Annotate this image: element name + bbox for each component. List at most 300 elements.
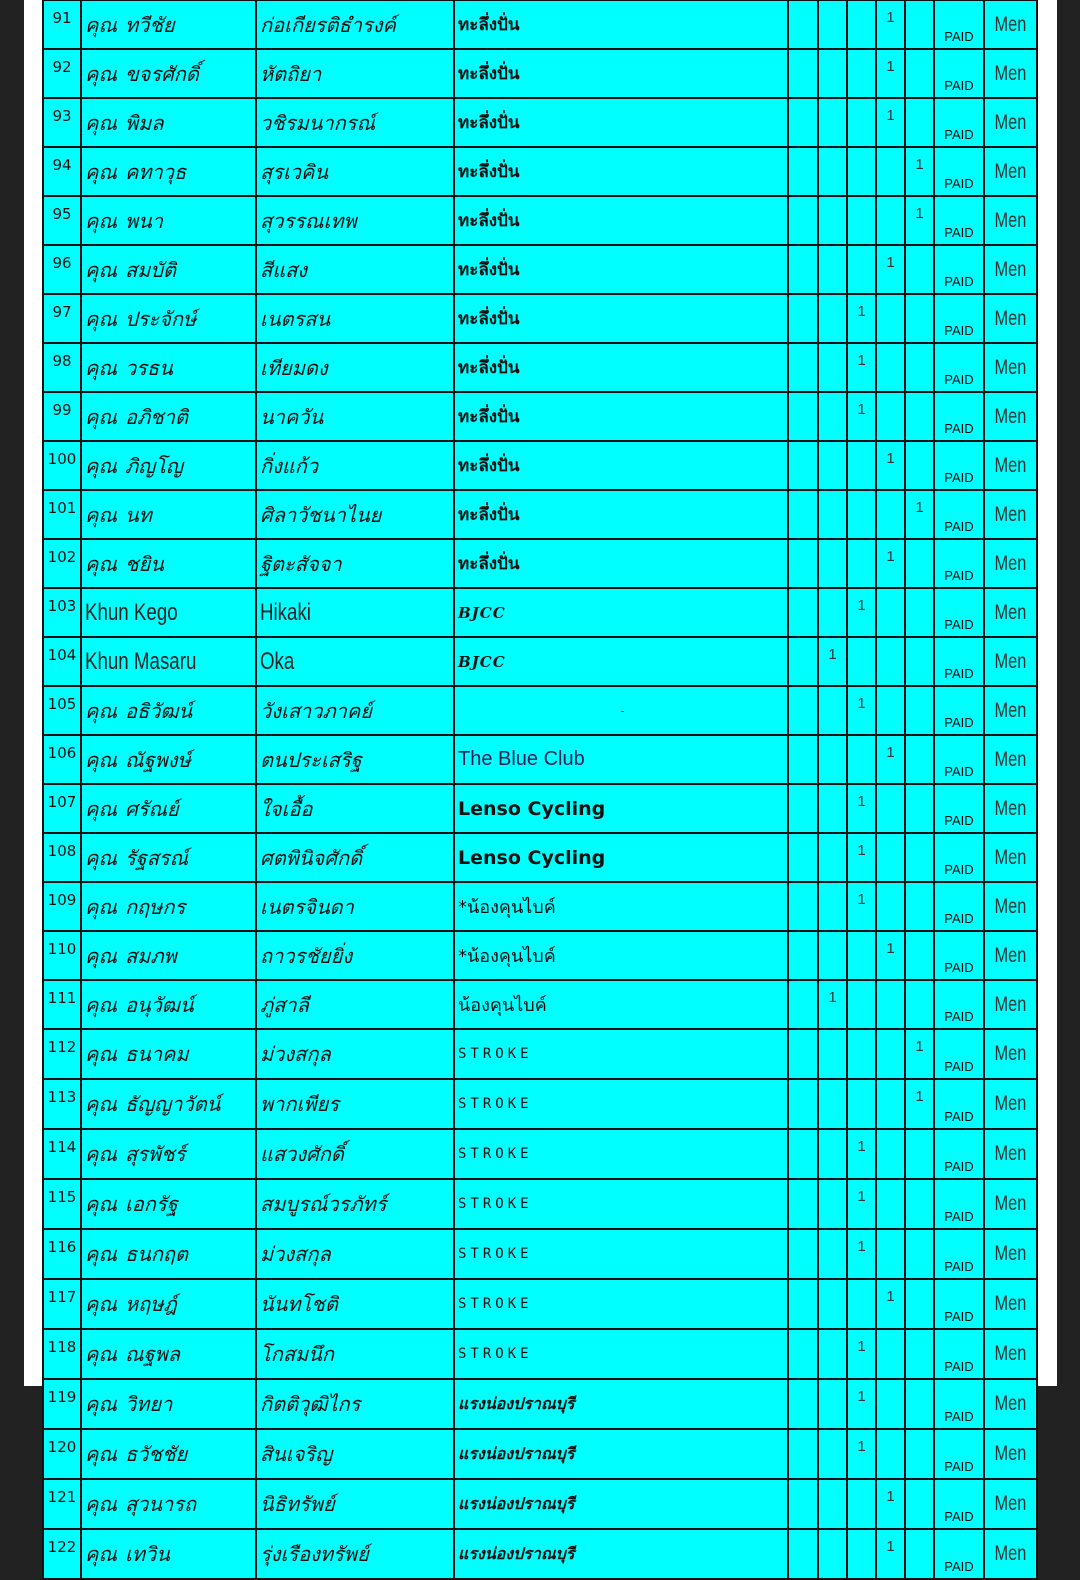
category-cell bbox=[984, 1229, 1037, 1279]
category-cell bbox=[984, 1329, 1037, 1379]
category: Men bbox=[994, 1242, 1027, 1265]
row-number: 122 bbox=[43, 1529, 81, 1579]
team-name: ทะลึ่งปั่น bbox=[454, 490, 788, 539]
last-name: เนตรจินดา bbox=[256, 882, 454, 931]
count-cell bbox=[905, 245, 934, 294]
count-cell bbox=[788, 49, 818, 98]
count-cell bbox=[847, 49, 876, 98]
category: Men bbox=[994, 551, 1027, 575]
table-row bbox=[43, 980, 1037, 1029]
table-row bbox=[43, 1029, 1037, 1079]
count-cell: 1 bbox=[876, 49, 905, 98]
category-cell bbox=[984, 1129, 1037, 1179]
name-prefix: คุณ bbox=[85, 894, 117, 919]
count-cell: 1 bbox=[847, 588, 876, 637]
first-name: พนา bbox=[124, 208, 164, 233]
last-name: ศิลาวัชนาไนย bbox=[256, 490, 454, 539]
row-number: 100 bbox=[43, 441, 81, 490]
count-cell bbox=[876, 147, 905, 196]
count-cell bbox=[818, 1229, 847, 1279]
team-name: ทะลึ่งปั่น bbox=[454, 245, 788, 294]
category: Men bbox=[994, 159, 1027, 183]
team-name: STROKE bbox=[454, 1279, 788, 1329]
name-prefix: คุณ bbox=[85, 306, 117, 331]
count-cell bbox=[788, 245, 818, 294]
first-name-cell bbox=[81, 1079, 256, 1129]
first-name-cell bbox=[81, 637, 256, 686]
count-cell bbox=[905, 98, 934, 147]
count-cell bbox=[818, 490, 847, 539]
count-cell bbox=[788, 1279, 818, 1329]
first-name: วรธน bbox=[124, 355, 173, 380]
count-cell bbox=[788, 588, 818, 637]
name-prefix: คุณ bbox=[85, 208, 117, 233]
count-cell: 1 bbox=[905, 1079, 934, 1129]
last-name: รุ่งเรืองทรัพย์ bbox=[256, 1529, 454, 1579]
count-cell bbox=[905, 294, 934, 343]
count-cell bbox=[876, 1379, 905, 1429]
category: Men bbox=[994, 894, 1027, 918]
count-cell bbox=[818, 784, 847, 833]
count-cell bbox=[876, 1329, 905, 1379]
last-name: หัตถิยา bbox=[256, 49, 454, 98]
category-cell bbox=[984, 1379, 1037, 1429]
payment-status: PAID bbox=[934, 196, 984, 245]
row-number: 116 bbox=[43, 1229, 81, 1279]
count-cell bbox=[788, 147, 818, 196]
first-name-cell bbox=[81, 441, 256, 490]
count-cell bbox=[818, 1529, 847, 1579]
team-name: ทะลึ่งปั่น bbox=[454, 98, 788, 147]
count-cell bbox=[788, 490, 818, 539]
row-number: 96 bbox=[43, 245, 81, 294]
category: Men bbox=[994, 1092, 1027, 1115]
table-row bbox=[43, 490, 1037, 539]
count-cell: 1 bbox=[876, 98, 905, 147]
category-cell bbox=[984, 98, 1037, 147]
name-prefix: คุณ bbox=[85, 257, 117, 282]
last-name: สุวรรณเทพ bbox=[256, 196, 454, 245]
name-prefix: คุณ bbox=[85, 1442, 117, 1466]
count-cell bbox=[818, 1429, 847, 1479]
category-cell bbox=[984, 1279, 1037, 1329]
category: Men bbox=[994, 208, 1027, 232]
team-name: ทะลึ่งปั่น bbox=[454, 0, 788, 49]
first-name-cell bbox=[81, 735, 256, 784]
count-cell bbox=[876, 637, 905, 686]
payment-status: PAID bbox=[934, 0, 984, 49]
team-name: น้องคุนไบค์ bbox=[454, 980, 788, 1029]
first-name-cell bbox=[81, 490, 256, 539]
payment-status: PAID bbox=[934, 833, 984, 882]
count-cell bbox=[788, 1029, 818, 1079]
first-name: พิมล bbox=[124, 110, 164, 135]
count-cell bbox=[905, 1329, 934, 1379]
category-cell bbox=[984, 1029, 1037, 1079]
payment-status: PAID bbox=[934, 1529, 984, 1579]
first-name: ณฐพล bbox=[124, 1342, 180, 1366]
name-prefix: คุณ bbox=[85, 1042, 117, 1066]
last-name: ม่วงสกุล bbox=[256, 1229, 454, 1279]
row-number: 95 bbox=[43, 196, 81, 245]
team-name: ทะลึ่งปั่น bbox=[454, 196, 788, 245]
count-cell bbox=[818, 196, 847, 245]
count-cell bbox=[847, 637, 876, 686]
team-name: Lenso Cycling bbox=[454, 784, 788, 833]
last-name: สุรเวคิน bbox=[256, 147, 454, 196]
category: Men bbox=[994, 355, 1027, 379]
count-cell: 1 bbox=[876, 441, 905, 490]
last-name: เทียมดง bbox=[256, 343, 454, 392]
first-name: เทวิน bbox=[124, 1542, 170, 1566]
first-name-cell bbox=[81, 1229, 256, 1279]
count-cell bbox=[905, 784, 934, 833]
category-cell bbox=[984, 147, 1037, 196]
count-cell bbox=[788, 1179, 818, 1229]
category-cell bbox=[984, 0, 1037, 49]
table-row bbox=[43, 0, 1037, 49]
count-cell: 1 bbox=[847, 343, 876, 392]
count-cell bbox=[788, 196, 818, 245]
category: Men bbox=[994, 110, 1027, 134]
first-name: ธัญญาวัตน์ bbox=[124, 1092, 221, 1116]
row-number: 91 bbox=[43, 0, 81, 49]
count-cell bbox=[788, 735, 818, 784]
category: Men bbox=[994, 845, 1027, 869]
count-cell bbox=[876, 392, 905, 441]
row-number: 92 bbox=[43, 49, 81, 98]
count-cell: 1 bbox=[876, 245, 905, 294]
first-name-cell bbox=[81, 0, 256, 49]
last-name: โกสมนึก bbox=[256, 1329, 454, 1379]
first-name: สุรพัชร์ bbox=[124, 1142, 186, 1166]
count-cell bbox=[905, 588, 934, 637]
payment-status: PAID bbox=[934, 735, 984, 784]
count-cell bbox=[876, 1429, 905, 1479]
category: Men bbox=[994, 1542, 1027, 1565]
table-row bbox=[43, 931, 1037, 980]
name-prefix: คุณ bbox=[85, 1092, 117, 1116]
count-cell bbox=[847, 441, 876, 490]
count-cell: 1 bbox=[847, 1379, 876, 1429]
first-name: ขจรศักดิ์ bbox=[124, 61, 199, 86]
count-cell bbox=[847, 539, 876, 588]
count-cell bbox=[847, 931, 876, 980]
first-name-cell bbox=[81, 784, 256, 833]
team-name: ทะลึ่งปั่น bbox=[454, 539, 788, 588]
payment-status: PAID bbox=[934, 49, 984, 98]
count-cell bbox=[905, 1529, 934, 1579]
first-name: สมบัติ bbox=[124, 257, 177, 282]
payment-status: PAID bbox=[934, 980, 984, 1029]
count-cell bbox=[818, 686, 847, 735]
count-cell bbox=[905, 1229, 934, 1279]
first-name: สุวนารถ bbox=[124, 1492, 197, 1516]
last-name: แสวงศักดิ์ bbox=[256, 1129, 454, 1179]
table-row bbox=[43, 784, 1037, 833]
category-cell bbox=[984, 294, 1037, 343]
name-prefix: Khun bbox=[85, 598, 129, 626]
count-cell bbox=[876, 343, 905, 392]
count-cell: 1 bbox=[905, 147, 934, 196]
team-name: The Blue Club bbox=[454, 735, 788, 784]
first-name-cell bbox=[81, 147, 256, 196]
name-prefix: คุณ bbox=[85, 159, 117, 184]
count-cell bbox=[905, 1129, 934, 1179]
count-cell bbox=[876, 686, 905, 735]
category-cell bbox=[984, 882, 1037, 931]
row-number: 121 bbox=[43, 1479, 81, 1529]
table-row bbox=[43, 392, 1037, 441]
count-cell bbox=[847, 0, 876, 49]
count-cell bbox=[905, 0, 934, 49]
count-cell bbox=[818, 245, 847, 294]
count-cell bbox=[788, 539, 818, 588]
table-row bbox=[43, 1229, 1037, 1279]
category: Men bbox=[994, 1392, 1027, 1415]
count-cell: 1 bbox=[847, 686, 876, 735]
first-name-cell bbox=[81, 49, 256, 98]
row-number: 112 bbox=[43, 1029, 81, 1079]
count-cell bbox=[818, 588, 847, 637]
category-cell bbox=[984, 980, 1037, 1029]
count-cell bbox=[818, 1129, 847, 1179]
count-cell: 1 bbox=[847, 294, 876, 343]
count-cell: 1 bbox=[847, 1129, 876, 1179]
category-cell bbox=[984, 49, 1037, 98]
count-cell bbox=[905, 441, 934, 490]
last-name: Hikaki bbox=[260, 598, 311, 626]
first-name-cell bbox=[81, 98, 256, 147]
row-number: 109 bbox=[43, 882, 81, 931]
count-cell: 1 bbox=[847, 833, 876, 882]
count-cell: 1 bbox=[905, 196, 934, 245]
category-cell bbox=[984, 245, 1037, 294]
first-name bbox=[85, 648, 196, 676]
row-number: 110 bbox=[43, 931, 81, 980]
category-cell bbox=[984, 1179, 1037, 1229]
count-cell bbox=[876, 1029, 905, 1079]
count-cell bbox=[788, 686, 818, 735]
count-cell bbox=[788, 1129, 818, 1179]
name-prefix: คุณ bbox=[85, 1192, 117, 1216]
first-name-cell bbox=[81, 833, 256, 882]
last-name: กิ่งแก้ว bbox=[256, 441, 454, 490]
row-number: 105 bbox=[43, 686, 81, 735]
name-prefix: คุณ bbox=[85, 698, 117, 723]
category: Men bbox=[994, 747, 1027, 771]
name-prefix: คุณ bbox=[85, 796, 117, 821]
last-name: ก่อเกียรติธำรงค์ bbox=[256, 0, 454, 49]
name-prefix: คุณ bbox=[85, 502, 117, 527]
table-row bbox=[43, 343, 1037, 392]
count-cell bbox=[788, 833, 818, 882]
count-cell: 1 bbox=[876, 931, 905, 980]
payment-status: PAID bbox=[934, 294, 984, 343]
category-cell bbox=[984, 392, 1037, 441]
row-number: 106 bbox=[43, 735, 81, 784]
row-number: 93 bbox=[43, 98, 81, 147]
first-name: อนุวัฒน์ bbox=[124, 992, 194, 1017]
table-row bbox=[43, 637, 1037, 686]
count-cell bbox=[876, 980, 905, 1029]
team-name: Lenso Cycling bbox=[454, 833, 788, 882]
table-row bbox=[43, 245, 1037, 294]
count-cell: 1 bbox=[847, 1229, 876, 1279]
category-cell bbox=[984, 490, 1037, 539]
first-name-cell bbox=[81, 294, 256, 343]
first-name: อภิชาติ bbox=[124, 404, 188, 429]
name-prefix: คุณ bbox=[85, 943, 117, 968]
first-name: หฤษฎ์ bbox=[124, 1292, 177, 1316]
name-prefix: Khun bbox=[85, 647, 129, 675]
count-cell bbox=[788, 1379, 818, 1429]
row-number: 104 bbox=[43, 637, 81, 686]
category: Men bbox=[994, 453, 1027, 477]
count-cell: 1 bbox=[876, 1479, 905, 1529]
payment-status: PAID bbox=[934, 392, 984, 441]
count-cell: 1 bbox=[876, 1529, 905, 1579]
team-name: ทะลึ่งปั่น bbox=[454, 147, 788, 196]
count-cell bbox=[788, 980, 818, 1029]
team-name: STROKE bbox=[454, 1029, 788, 1079]
count-cell bbox=[788, 784, 818, 833]
count-cell bbox=[876, 1129, 905, 1179]
first-name-text: Masaru bbox=[133, 647, 197, 675]
category-cell bbox=[984, 833, 1037, 882]
team-name: STROKE bbox=[454, 1079, 788, 1129]
team-name: ทะลึ่งปั่น bbox=[454, 441, 788, 490]
first-name: วิทยา bbox=[124, 1392, 173, 1416]
row-number: 99 bbox=[43, 392, 81, 441]
category: Men bbox=[994, 61, 1027, 85]
first-name-cell bbox=[81, 245, 256, 294]
count-cell bbox=[788, 441, 818, 490]
team-name: แรงน่องปราณบุรี bbox=[454, 1379, 788, 1429]
payment-status: PAID bbox=[934, 686, 984, 735]
category-cell bbox=[984, 1529, 1037, 1579]
category-cell bbox=[984, 1479, 1037, 1529]
count-cell bbox=[847, 245, 876, 294]
last-name-cell bbox=[256, 588, 454, 637]
first-name-cell bbox=[81, 1029, 256, 1079]
count-cell bbox=[847, 196, 876, 245]
category: Men bbox=[994, 502, 1027, 526]
team-name: ทะลึ่งปั่น bbox=[454, 392, 788, 441]
count-cell bbox=[818, 294, 847, 343]
count-cell bbox=[847, 147, 876, 196]
count-cell bbox=[818, 1079, 847, 1129]
table-row bbox=[43, 833, 1037, 882]
category-cell bbox=[984, 1429, 1037, 1479]
name-prefix: คุณ bbox=[85, 453, 117, 478]
payment-status: PAID bbox=[934, 147, 984, 196]
payment-status: PAID bbox=[934, 931, 984, 980]
category: Men bbox=[994, 600, 1027, 624]
count-cell bbox=[847, 98, 876, 147]
row-number: 101 bbox=[43, 490, 81, 539]
name-prefix: คุณ bbox=[85, 12, 117, 37]
payment-status: PAID bbox=[934, 882, 984, 931]
first-name-text: Kego bbox=[133, 598, 178, 626]
team-name: *น้องคุนไบค์ bbox=[454, 931, 788, 980]
table-row bbox=[43, 1529, 1037, 1579]
count-cell bbox=[788, 1329, 818, 1379]
count-cell: 1 bbox=[876, 1279, 905, 1329]
first-name: ศรัณย์ bbox=[124, 796, 179, 821]
count-cell bbox=[818, 1479, 847, 1529]
count-cell bbox=[905, 1179, 934, 1229]
category: Men bbox=[994, 1492, 1027, 1515]
first-name-cell bbox=[81, 1279, 256, 1329]
count-cell bbox=[818, 1379, 847, 1429]
table-row bbox=[43, 98, 1037, 147]
payment-status: PAID bbox=[934, 343, 984, 392]
category-cell bbox=[984, 588, 1037, 637]
payment-status: PAID bbox=[934, 1429, 984, 1479]
count-cell: 1 bbox=[905, 1029, 934, 1079]
last-name: ภู่สาลี bbox=[256, 980, 454, 1029]
payment-status: PAID bbox=[934, 1179, 984, 1229]
last-name: ใจเอื้อ bbox=[256, 784, 454, 833]
first-name-cell bbox=[81, 1329, 256, 1379]
name-prefix: คุณ bbox=[85, 1492, 117, 1516]
count-cell bbox=[818, 1329, 847, 1379]
category-cell bbox=[984, 637, 1037, 686]
payment-status: PAID bbox=[934, 441, 984, 490]
count-cell bbox=[847, 490, 876, 539]
count-cell bbox=[818, 1279, 847, 1329]
count-cell: 1 bbox=[847, 1429, 876, 1479]
first-name-cell bbox=[81, 1129, 256, 1179]
first-name-cell bbox=[81, 1479, 256, 1529]
last-name: Oka bbox=[260, 647, 295, 675]
first-name-cell bbox=[81, 1179, 256, 1229]
count-cell bbox=[905, 931, 934, 980]
table-row bbox=[43, 1329, 1037, 1379]
payment-status: PAID bbox=[934, 588, 984, 637]
name-prefix: คุณ bbox=[85, 1142, 117, 1166]
payment-status: PAID bbox=[934, 1379, 984, 1429]
count-cell bbox=[876, 490, 905, 539]
team-name: แรงน่องปราณบุรี bbox=[454, 1479, 788, 1529]
name-prefix: คุณ bbox=[85, 404, 117, 429]
count-cell bbox=[818, 147, 847, 196]
count-cell bbox=[788, 294, 818, 343]
payment-status: PAID bbox=[934, 1479, 984, 1529]
first-name: ธนกฤต bbox=[124, 1242, 189, 1266]
table-row bbox=[43, 294, 1037, 343]
last-name: ตนประเสริฐ bbox=[256, 735, 454, 784]
name-prefix: คุณ bbox=[85, 355, 117, 380]
last-name: พากเพียร bbox=[256, 1079, 454, 1129]
first-name-cell bbox=[81, 196, 256, 245]
team-name: ทะลึ่งปั่น bbox=[454, 343, 788, 392]
first-name: ณัฐพงษ์ bbox=[124, 747, 191, 772]
row-number: 114 bbox=[43, 1129, 81, 1179]
count-cell bbox=[847, 1529, 876, 1579]
count-cell bbox=[818, 343, 847, 392]
first-name-cell bbox=[81, 882, 256, 931]
count-cell: 1 bbox=[847, 882, 876, 931]
last-name: สมบูรณ์วรภัทร์ bbox=[256, 1179, 454, 1229]
category: Men bbox=[994, 1042, 1027, 1065]
team-name: STROKE bbox=[454, 1129, 788, 1179]
table-row bbox=[43, 441, 1037, 490]
category-cell bbox=[984, 735, 1037, 784]
row-number: 98 bbox=[43, 343, 81, 392]
first-name-cell bbox=[81, 588, 256, 637]
